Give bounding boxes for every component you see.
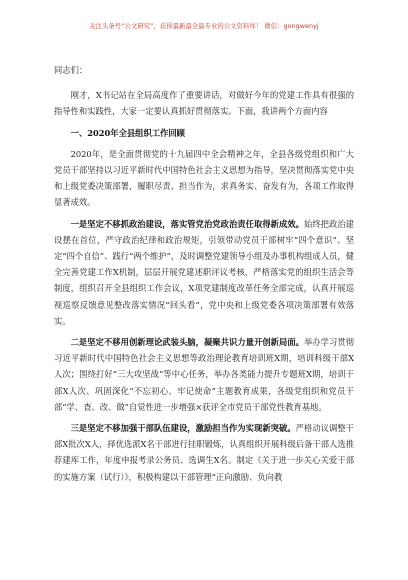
document-body [54,62,354,490]
intro-paragraph: 刚才，X书记站在全局高度作了重要讲话，对做好今年的党建工作具有很强的指导性和实践性，大家一定要认真抓好贯彻落实。下面，我讲两个方面内容 [54,90,354,117]
point-three-text: 严格动议调整干部X批次X人，择优选派X名干部进行挂职锻炼，认真组织开展科级后备干部人选推荐建库工作，年度申报考录公务员、选调生X名。制定《关于进一步关心关爱干部的实施方案（试行）》，积极构建以干部管理“正向激励、负向教 [54,423,354,482]
section-review-paragraph: 2020年，是全面贯彻党的十九届四中全会精神之年，全县各级党组织和广大党员干部坚持以习近平新时代中国特色社会主义思想为指导，坚决贯彻落实党中央和上级党委决策部署，履职尽责、担当作为，求真务实、奋发有为，各项工作取得显著成效。 [54,148,354,208]
point-three-paragraph [54,420,354,485]
section-heading-review: 一、2020年全县组织工作回顾 [70,127,185,138]
header-banner[interactable]: 关注头条号“公文研究”，获得最新最全最专业的公文资料库！ 微信：gongwenyj [89,22,319,30]
point-two-text: 举办学习贯彻习近平新时代中国特色社会主义思想等政治理论教育培训班X期，培训科级干部X人次；围绕打好“三大攻坚战”等中心任务，举办各类能力提升专题班X期，培训干部X人次、巩固深化“不忘初心、牢记使命”主题教育成果，各级党组织和党员干部“学、查、改、做”自觉性进一步增强×获评全市党员干部党性教育基地。 [54,337,354,412]
point-one-lead: 一是坚定不移抓政治建设，落实管党治党政治责任取得新成效。 [70,218,304,229]
point-two-paragraph [54,334,354,415]
point-one-text: 始终把政治建设摆在首位，严守政治纪律和政治规矩，引领带动党员干部树牢“四个意识”、坚定“四个自信”、践行“两个维护”，及时调整党建领导小组及办事机构组成人员，健全完善党建工作X机制，层层开展党建述职评议考核，严格落实党的组织生活会等制度，组织召开全县组织工作会议，X项党建制度改革任务全部完成，认真开展巡视巡察反馈意见整改落实情况“回头看”，党中央和上级党委各项决策部署有效落实。 [54,218,354,326]
point-one-paragraph [54,216,354,329]
header-banner-area [0,0,408,44]
point-three-lead: 三是坚定不移加强干部队伍建设，激励担当作为实现新突破。 [70,423,296,434]
point-two-lead: 二是坚定不移用创新理论武装头脑，凝聚共识力量开创新局面。 [70,337,304,348]
greeting: 同志们： [54,65,88,75]
